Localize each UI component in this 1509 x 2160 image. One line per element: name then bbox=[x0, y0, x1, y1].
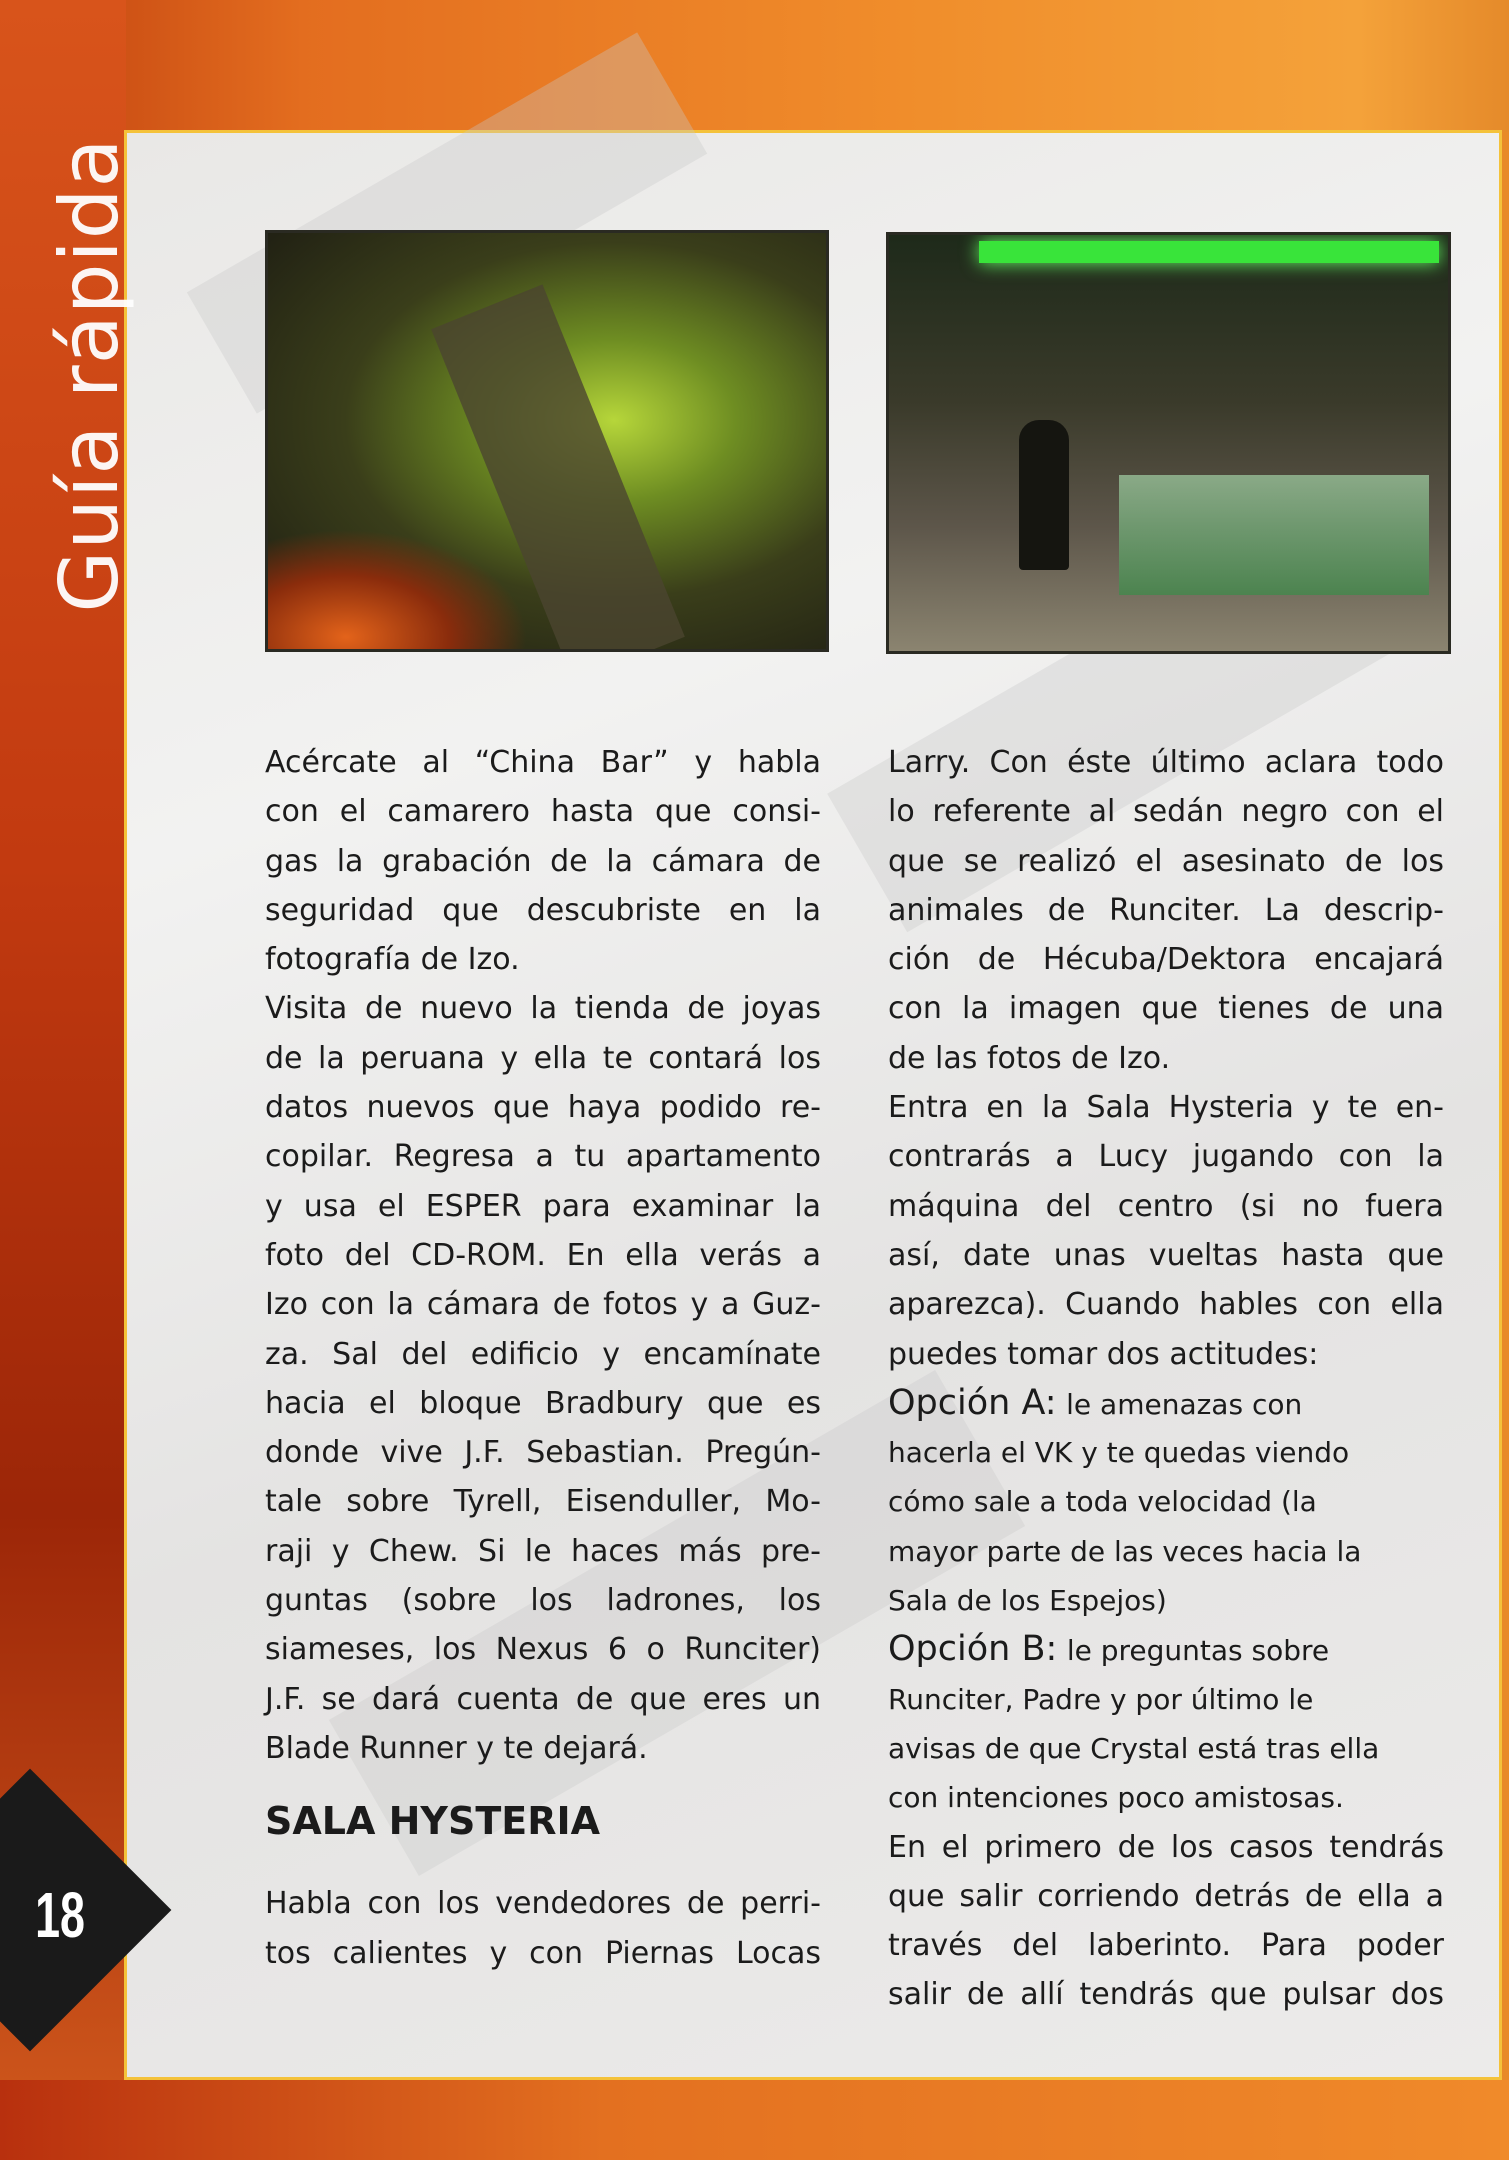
section-heading: SALA HYSTERIA bbox=[265, 1799, 601, 1844]
text-line: En el primero de los casos tendrás bbox=[888, 1829, 1444, 1865]
top-orange-band bbox=[0, 0, 1509, 132]
text-line: seguridad que descubriste en la bbox=[265, 892, 821, 928]
text-line: tos calientes y con Piernas Locas bbox=[265, 1935, 821, 1971]
text-line: ción de Hécuba/Dektora encajará bbox=[888, 942, 1444, 978]
text-line: copilar. Regresa a tu apartamento bbox=[265, 1139, 821, 1175]
text-line: Blade Runner y te dejará. bbox=[265, 1730, 648, 1766]
text-line: puedes tomar dos actitudes: bbox=[888, 1336, 1319, 1372]
text-line: tale sobre Tyrell, Eisenduller, Mo- bbox=[265, 1484, 821, 1520]
text-line: mayor parte de las veces hacia la bbox=[888, 1534, 1362, 1568]
text-line: lo referente al sedán negro con el bbox=[888, 794, 1444, 830]
left-column bbox=[265, 738, 821, 1978]
text-line: Runciter, Padre y por último le bbox=[888, 1682, 1314, 1716]
bottom-orange-band bbox=[0, 2080, 1509, 2160]
text-line: con la imagen que tienes de una bbox=[888, 991, 1444, 1027]
option-a-line bbox=[888, 1379, 1444, 1428]
text-line: donde vive J.F. Sebastian. Pregún- bbox=[265, 1435, 821, 1471]
text-line: Visita de nuevo la tienda de joyas bbox=[265, 991, 821, 1027]
text-line: Izo con la cámara de fotos y a Guz- bbox=[265, 1287, 821, 1323]
text-line: que se realizó el asesinato de los bbox=[888, 843, 1444, 879]
text-line: datos nuevos que haya podido re- bbox=[265, 1090, 821, 1126]
page-number: 18 bbox=[35, 1879, 85, 1951]
section-title: Guía rápida bbox=[43, 137, 136, 613]
text-line: J.F. se dará cuenta de que eres un bbox=[265, 1681, 821, 1717]
text-line: hacia el bloque Bradbury que es bbox=[265, 1385, 821, 1421]
text-line: za. Sal del edificio y encamínate bbox=[265, 1336, 821, 1372]
spacer bbox=[265, 1851, 821, 1879]
text-line: así, date unas vueltas hasta que bbox=[888, 1237, 1444, 1273]
scene-fire bbox=[268, 529, 528, 649]
scene-figure bbox=[1019, 420, 1069, 570]
text-line: que salir corriendo detrás de ella a bbox=[888, 1878, 1444, 1914]
text-line: con intenciones poco amistosas. bbox=[888, 1781, 1344, 1815]
option-label: Opción B: bbox=[888, 1629, 1058, 1670]
text-line: animales de Runciter. La descrip- bbox=[888, 892, 1444, 928]
text-line: gas la grabación de la cámara de bbox=[265, 843, 821, 879]
text-line: fotografía de Izo. bbox=[265, 942, 520, 978]
text-line: de la peruana y ella te contará los bbox=[265, 1040, 821, 1076]
right-column bbox=[888, 738, 1444, 2020]
scene-neon bbox=[979, 241, 1439, 263]
option-text: le amenazas con bbox=[1066, 1387, 1303, 1421]
text-line: Larry. Con éste último aclara todo bbox=[888, 745, 1444, 780]
screenshot-sala-hysteria bbox=[886, 232, 1451, 654]
text-line: con el camarero hasta que consi- bbox=[265, 794, 821, 830]
text-line: Sala de los Espejos) bbox=[888, 1584, 1167, 1618]
text-line: aparezca). Cuando hables con ella bbox=[888, 1287, 1444, 1323]
text-line: de las fotos de Izo. bbox=[888, 1040, 1171, 1076]
text-line: hacerla el VK y te quedas viendo bbox=[888, 1436, 1350, 1470]
text-line: guntas (sobre los ladrones, los bbox=[265, 1583, 821, 1619]
scene-tank bbox=[1119, 475, 1429, 595]
screenshot-china-bar bbox=[265, 230, 829, 652]
option-text: le preguntas sobre bbox=[1066, 1634, 1330, 1668]
text-line: avisas de que Crystal está tras ella bbox=[888, 1731, 1380, 1765]
text-line: contrarás a Lucy jugando con la bbox=[888, 1139, 1444, 1175]
text-line: cómo sale a toda velocidad (la bbox=[888, 1485, 1317, 1519]
text-line: foto del CD-ROM. En ella verás a bbox=[265, 1237, 821, 1273]
option-label: Opción A: bbox=[888, 1382, 1057, 1423]
text-line: y usa el ESPER para examinar la bbox=[265, 1188, 821, 1224]
text-line: siameses, los Nexus 6 o Runciter) bbox=[265, 1632, 821, 1668]
text-line: Habla con los vendedores de perri- bbox=[265, 1886, 821, 1922]
text-line: salir de allí tendrás que pulsar dos bbox=[888, 1977, 1444, 2013]
text-line: Acércate al “China Bar” y habla bbox=[265, 745, 821, 780]
text-line: raji y Chew. Si le haces más pre- bbox=[265, 1533, 821, 1569]
text-line: través del laberinto. Para poder bbox=[888, 1928, 1444, 1964]
option-b-line bbox=[888, 1625, 1444, 1674]
text-line: Entra en la Sala Hysteria y te en- bbox=[888, 1090, 1444, 1126]
text-line: máquina del centro (si no fuera bbox=[888, 1188, 1444, 1224]
